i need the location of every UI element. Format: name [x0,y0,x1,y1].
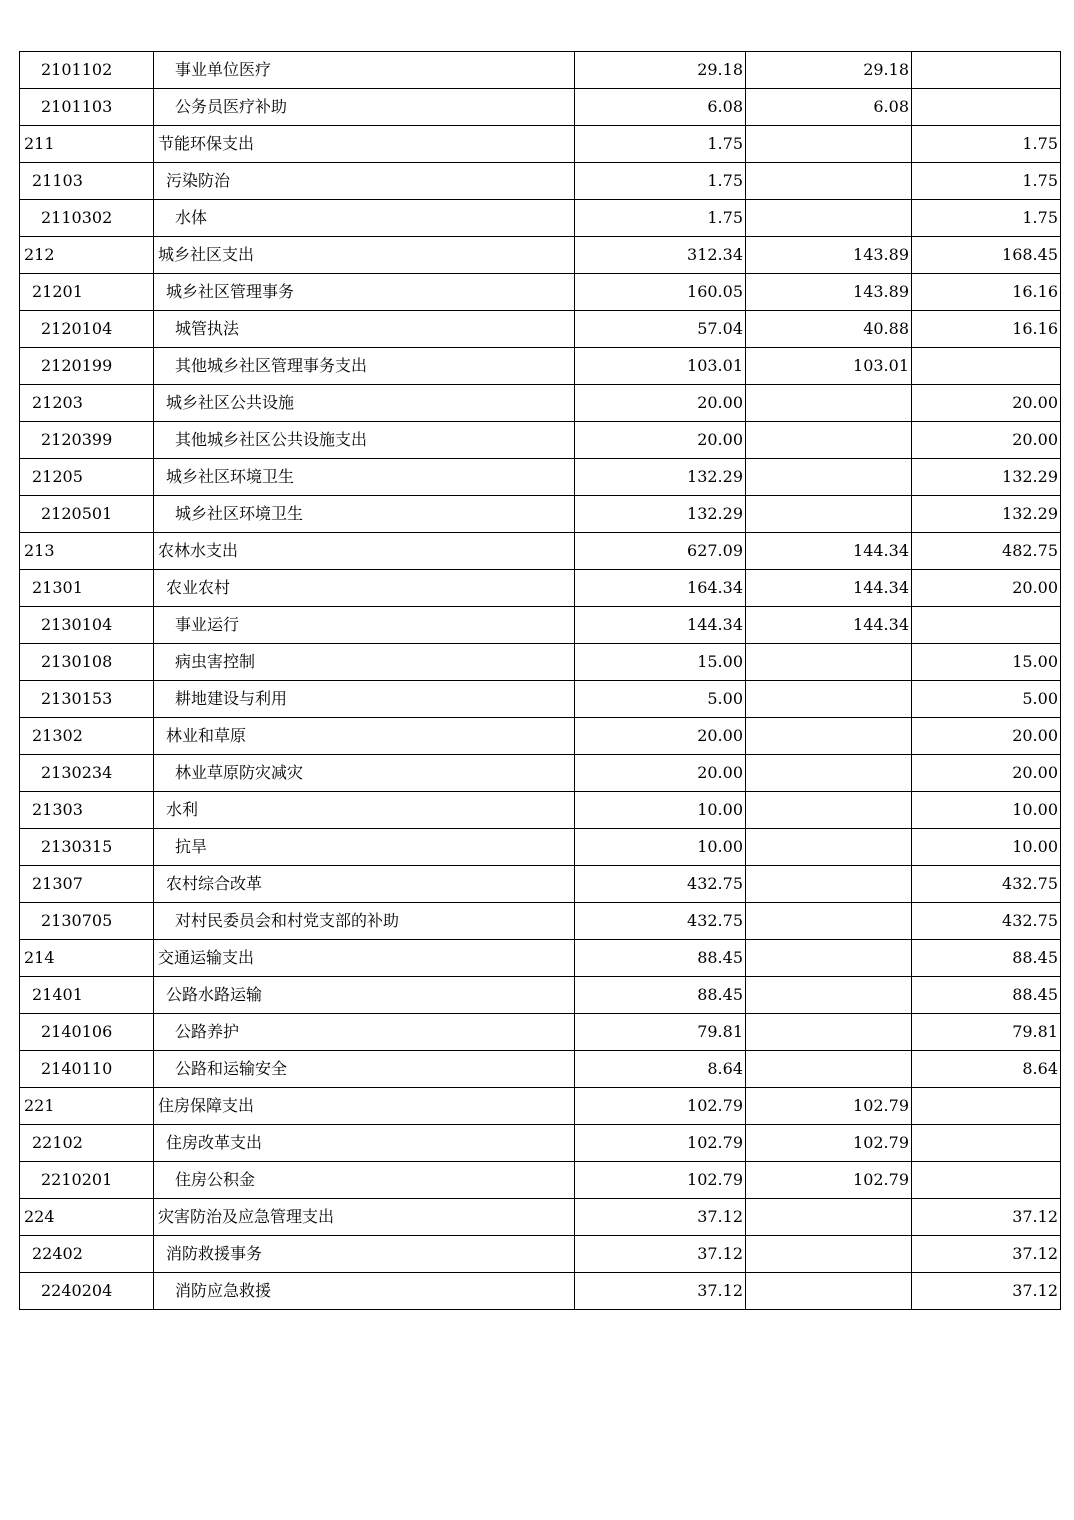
subject-code-cell: 221 [20,1088,154,1125]
total-amount-cell: 102.79 [575,1125,746,1162]
basic-expenditure-cell [746,1236,912,1273]
project-expenditure-cell: 132.29 [912,496,1061,533]
total-amount-cell: 132.29 [575,496,746,533]
basic-expenditure-cell [746,829,912,866]
total-amount-cell: 312.34 [575,237,746,274]
subject-name-cell: 其他城乡社区管理事务支出 [154,348,575,385]
subject-code-cell: 2120501 [20,496,154,533]
basic-expenditure-cell: 144.34 [746,607,912,644]
basic-expenditure-cell: 102.79 [746,1125,912,1162]
table-row [20,940,1061,977]
total-amount-cell: 37.12 [575,1236,746,1273]
table-row [20,533,1061,570]
project-expenditure-cell: 79.81 [912,1014,1061,1051]
subject-name-cell: 林业和草原 [154,718,575,755]
project-expenditure-cell: 20.00 [912,385,1061,422]
total-amount-cell: 57.04 [575,311,746,348]
table-row [20,792,1061,829]
project-expenditure-cell [912,1162,1061,1199]
total-amount-cell: 15.00 [575,644,746,681]
subject-name-cell: 消防应急救援 [154,1273,575,1310]
budget-expenditure-table [19,51,1061,1310]
subject-name-cell: 水体 [154,200,575,237]
project-expenditure-cell [912,1088,1061,1125]
table-row [20,1236,1061,1273]
project-expenditure-cell: 432.75 [912,866,1061,903]
subject-name-cell: 农林水支出 [154,533,575,570]
total-amount-cell: 88.45 [575,940,746,977]
table-row [20,496,1061,533]
subject-code-cell: 2101103 [20,89,154,126]
project-expenditure-cell [912,348,1061,385]
subject-name-cell: 事业单位医疗 [154,52,575,89]
subject-name-cell: 病虫害控制 [154,644,575,681]
table-row [20,1088,1061,1125]
total-amount-cell: 79.81 [575,1014,746,1051]
subject-code-cell: 21307 [20,866,154,903]
subject-name-cell: 林业草原防灾减灾 [154,755,575,792]
basic-expenditure-cell: 144.34 [746,570,912,607]
project-expenditure-cell: 88.45 [912,940,1061,977]
basic-expenditure-cell: 144.34 [746,533,912,570]
table-row [20,718,1061,755]
subject-code-cell: 213 [20,533,154,570]
subject-name-cell: 灾害防治及应急管理支出 [154,1199,575,1236]
project-expenditure-cell: 168.45 [912,237,1061,274]
subject-code-cell: 2101102 [20,52,154,89]
basic-expenditure-cell [746,459,912,496]
basic-expenditure-cell: 143.89 [746,274,912,311]
subject-code-cell: 2110302 [20,200,154,237]
basic-expenditure-cell [746,200,912,237]
subject-code-cell: 22102 [20,1125,154,1162]
total-amount-cell: 88.45 [575,977,746,1014]
total-amount-cell: 164.34 [575,570,746,607]
table-row [20,1199,1061,1236]
subject-code-cell: 21201 [20,274,154,311]
table-row [20,52,1061,89]
total-amount-cell: 132.29 [575,459,746,496]
subject-code-cell: 2240204 [20,1273,154,1310]
project-expenditure-cell: 37.12 [912,1199,1061,1236]
project-expenditure-cell: 132.29 [912,459,1061,496]
basic-expenditure-cell [746,496,912,533]
table-row [20,607,1061,644]
basic-expenditure-cell [746,163,912,200]
table-row [20,866,1061,903]
basic-expenditure-cell: 29.18 [746,52,912,89]
subject-code-cell: 21203 [20,385,154,422]
total-amount-cell: 1.75 [575,200,746,237]
basic-expenditure-cell [746,940,912,977]
subject-name-cell: 城乡社区环境卫生 [154,496,575,533]
subject-code-cell: 2130234 [20,755,154,792]
subject-code-cell: 224 [20,1199,154,1236]
subject-name-cell: 对村民委员会和村党支部的补助 [154,903,575,940]
total-amount-cell: 37.12 [575,1199,746,1236]
project-expenditure-cell: 16.16 [912,311,1061,348]
project-expenditure-cell: 37.12 [912,1236,1061,1273]
basic-expenditure-cell [746,866,912,903]
subject-code-cell: 2130108 [20,644,154,681]
table-row [20,311,1061,348]
project-expenditure-cell: 37.12 [912,1273,1061,1310]
subject-name-cell: 节能环保支出 [154,126,575,163]
basic-expenditure-cell [746,977,912,1014]
table-row [20,681,1061,718]
basic-expenditure-cell [746,792,912,829]
table-row [20,126,1061,163]
total-amount-cell: 8.64 [575,1051,746,1088]
project-expenditure-cell: 20.00 [912,570,1061,607]
project-expenditure-cell: 15.00 [912,644,1061,681]
table-body [20,52,1061,1310]
table-row [20,385,1061,422]
project-expenditure-cell: 1.75 [912,200,1061,237]
project-expenditure-cell: 20.00 [912,422,1061,459]
total-amount-cell: 10.00 [575,829,746,866]
subject-code-cell: 21301 [20,570,154,607]
project-expenditure-cell [912,607,1061,644]
basic-expenditure-cell [746,1051,912,1088]
subject-code-cell: 211 [20,126,154,163]
subject-name-cell: 事业运行 [154,607,575,644]
subject-name-cell: 消防救援事务 [154,1236,575,1273]
total-amount-cell: 20.00 [575,422,746,459]
total-amount-cell: 1.75 [575,126,746,163]
table-row [20,829,1061,866]
project-expenditure-cell: 482.75 [912,533,1061,570]
basic-expenditure-cell: 103.01 [746,348,912,385]
basic-expenditure-cell [746,126,912,163]
subject-name-cell: 其他城乡社区公共设施支出 [154,422,575,459]
subject-code-cell: 2140106 [20,1014,154,1051]
subject-name-cell: 城管执法 [154,311,575,348]
subject-code-cell: 2130104 [20,607,154,644]
basic-expenditure-cell [746,755,912,792]
total-amount-cell: 20.00 [575,385,746,422]
project-expenditure-cell: 16.16 [912,274,1061,311]
subject-code-cell: 2210201 [20,1162,154,1199]
project-expenditure-cell: 432.75 [912,903,1061,940]
total-amount-cell: 29.18 [575,52,746,89]
basic-expenditure-cell [746,1014,912,1051]
total-amount-cell: 103.01 [575,348,746,385]
subject-code-cell: 2130153 [20,681,154,718]
subject-name-cell: 公路养护 [154,1014,575,1051]
subject-name-cell: 住房公积金 [154,1162,575,1199]
subject-code-cell: 21401 [20,977,154,1014]
basic-expenditure-cell [746,644,912,681]
total-amount-cell: 37.12 [575,1273,746,1310]
basic-expenditure-cell [746,903,912,940]
subject-name-cell: 城乡社区管理事务 [154,274,575,311]
project-expenditure-cell: 8.64 [912,1051,1061,1088]
subject-name-cell: 住房保障支出 [154,1088,575,1125]
total-amount-cell: 102.79 [575,1088,746,1125]
subject-name-cell: 公路和运输安全 [154,1051,575,1088]
basic-expenditure-cell [746,422,912,459]
basic-expenditure-cell: 40.88 [746,311,912,348]
subject-code-cell: 21302 [20,718,154,755]
subject-code-cell: 2120104 [20,311,154,348]
table-row [20,459,1061,496]
subject-code-cell: 21205 [20,459,154,496]
basic-expenditure-cell: 6.08 [746,89,912,126]
project-expenditure-cell: 10.00 [912,829,1061,866]
table-row [20,570,1061,607]
subject-code-cell: 21303 [20,792,154,829]
basic-expenditure-cell [746,681,912,718]
subject-code-cell: 22402 [20,1236,154,1273]
subject-code-cell: 2120399 [20,422,154,459]
table-row [20,755,1061,792]
table-row [20,1051,1061,1088]
total-amount-cell: 20.00 [575,718,746,755]
basic-expenditure-cell [746,718,912,755]
project-expenditure-cell: 1.75 [912,126,1061,163]
basic-expenditure-cell [746,1199,912,1236]
project-expenditure-cell: 5.00 [912,681,1061,718]
total-amount-cell: 160.05 [575,274,746,311]
table-row [20,903,1061,940]
project-expenditure-cell: 1.75 [912,163,1061,200]
total-amount-cell: 6.08 [575,89,746,126]
basic-expenditure-cell: 143.89 [746,237,912,274]
table-row [20,1125,1061,1162]
basic-expenditure-cell [746,385,912,422]
total-amount-cell: 144.34 [575,607,746,644]
total-amount-cell: 20.00 [575,755,746,792]
table-row [20,163,1061,200]
subject-code-cell: 2140110 [20,1051,154,1088]
total-amount-cell: 1.75 [575,163,746,200]
subject-code-cell: 2130315 [20,829,154,866]
subject-name-cell: 水利 [154,792,575,829]
table-row [20,1162,1061,1199]
project-expenditure-cell: 20.00 [912,718,1061,755]
subject-name-cell: 抗旱 [154,829,575,866]
subject-code-cell: 2130705 [20,903,154,940]
table-row [20,644,1061,681]
subject-name-cell: 农业农村 [154,570,575,607]
project-expenditure-cell: 20.00 [912,755,1061,792]
subject-name-cell: 城乡社区公共设施 [154,385,575,422]
basic-expenditure-cell [746,1273,912,1310]
subject-name-cell: 城乡社区环境卫生 [154,459,575,496]
table-row [20,977,1061,1014]
project-expenditure-cell: 88.45 [912,977,1061,1014]
subject-name-cell: 污染防治 [154,163,575,200]
total-amount-cell: 10.00 [575,792,746,829]
basic-expenditure-cell: 102.79 [746,1162,912,1199]
table-row [20,237,1061,274]
subject-code-cell: 2120199 [20,348,154,385]
subject-name-cell: 公务员医疗补助 [154,89,575,126]
subject-name-cell: 住房改革支出 [154,1125,575,1162]
subject-name-cell: 城乡社区支出 [154,237,575,274]
subject-name-cell: 交通运输支出 [154,940,575,977]
table-row [20,274,1061,311]
total-amount-cell: 432.75 [575,866,746,903]
project-expenditure-cell [912,89,1061,126]
total-amount-cell: 627.09 [575,533,746,570]
project-expenditure-cell: 10.00 [912,792,1061,829]
table-row [20,89,1061,126]
table-row [20,348,1061,385]
table-row [20,1014,1061,1051]
subject-name-cell: 耕地建设与利用 [154,681,575,718]
project-expenditure-cell [912,1125,1061,1162]
project-expenditure-cell [912,52,1061,89]
total-amount-cell: 102.79 [575,1162,746,1199]
table-row [20,200,1061,237]
total-amount-cell: 432.75 [575,903,746,940]
subject-name-cell: 农村综合改革 [154,866,575,903]
total-amount-cell: 5.00 [575,681,746,718]
table-row [20,422,1061,459]
subject-name-cell: 公路水路运输 [154,977,575,1014]
subject-code-cell: 212 [20,237,154,274]
subject-code-cell: 21103 [20,163,154,200]
subject-code-cell: 214 [20,940,154,977]
table-row [20,1273,1061,1310]
basic-expenditure-cell: 102.79 [746,1088,912,1125]
